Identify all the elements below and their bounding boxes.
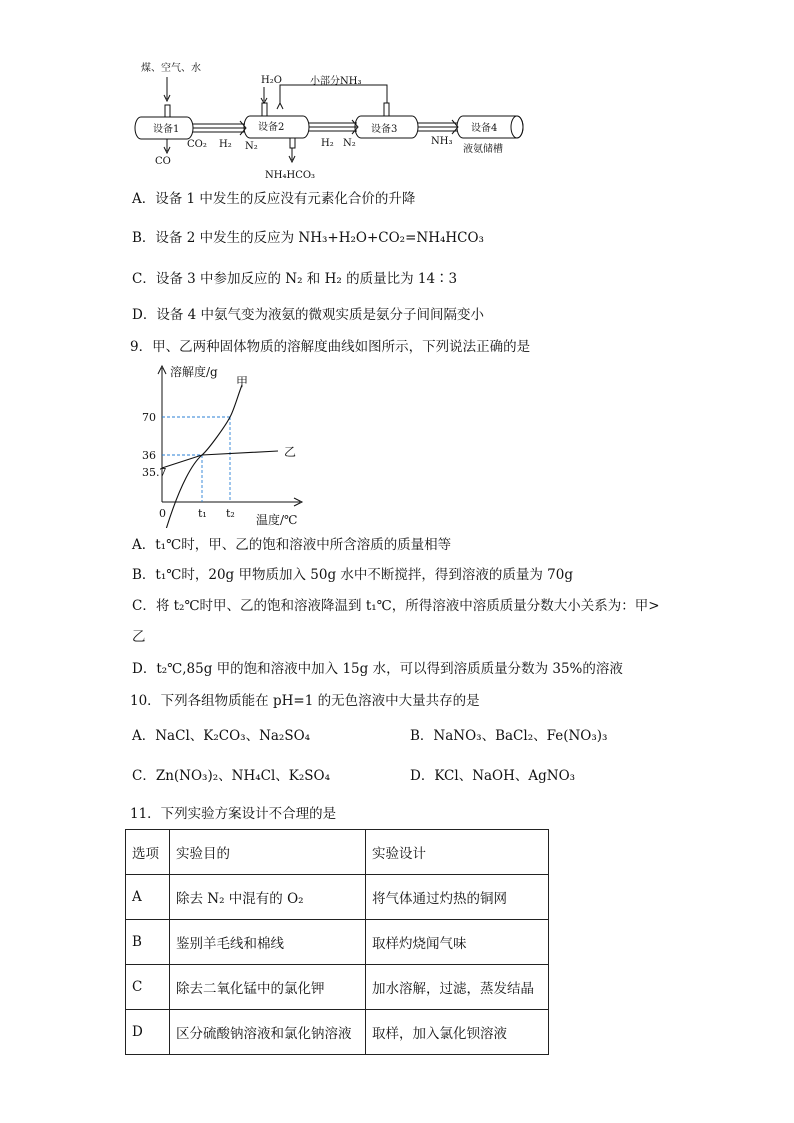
h2o-label: H₂O [261,75,282,86]
q9-option-b: B．t₁℃时，20g 甲物质加入 50g 水中不断搅拌，得到溶液的质量为 70g [132,567,573,583]
table-cell: 加水溶解，过滤，蒸发结晶 [366,965,549,1010]
q10-option-c: C．Zn(NO₃)₂、NH₄Cl、K₂SO₄ [132,768,331,784]
device1-label: 设备1 [153,124,180,135]
table-cell: 取样，加入氯化钡溶液 [366,1010,549,1055]
q8-option-b-equation: NH₃+H₂O+CO₂=NH₄HCO₃ [298,230,484,246]
q10-option-a: A．NaCl、K₂CO₃、Na₂SO₄ [132,728,311,744]
table-row [126,965,549,1010]
q8-option-a: A．设备 1 中发生的反应没有元素化合价的升降 [132,191,416,207]
y-tick-label: 70 [142,411,156,424]
q9-option-d: D．t₂℃,85g 甲的饱和溶液中加入 15g 水，可以得到溶质质量分数为 35%的溶液 [132,661,623,677]
q9-option-c-line2: 乙 [132,629,146,645]
device2-outlet [290,138,295,148]
table-cell: 取样灼烧闻气味 [366,920,549,965]
device2-label: 设备2 [258,122,285,133]
table-row [126,1010,549,1055]
table-row [126,920,549,965]
table-header-row [126,830,549,875]
q8-option-b [132,229,484,247]
h2-label-1: H₂ [219,139,232,150]
n2-label-2: N₂ [343,138,356,149]
series-yi-line [162,451,278,468]
table-row [126,875,549,920]
tank-label: 液氨储槽 [463,144,503,155]
table-cell: 将气体通过灼热的铜网 [366,875,549,920]
experiment-table [125,829,549,1055]
table-cell: D [126,1010,170,1055]
table-cell: 除去二氧化锰中的氯化钾 [170,965,366,1010]
device1-inlet [165,105,170,117]
y-axis-label: 溶解度/g [170,365,218,379]
nh4hco3-label: NH₄HCO₃ [265,170,316,181]
q9-option-a: A．t₁℃时，甲、乙的饱和溶液中所含溶质的质量相等 [132,537,452,553]
x-tick-label: t₁ [198,507,207,520]
nh3-label: NH₃ [431,136,453,147]
q9-stem: 9．甲、乙两种固体物质的溶解度曲线如图所示，下列说法正确的是 [130,339,531,355]
series-yi-label: 乙 [284,445,297,459]
co2-label: CO₂ [187,139,207,150]
device3-outlet [384,103,389,116]
input-label: 煤、空气、水 [141,63,201,74]
table-cell: B [126,920,170,965]
q10-option-b: B．NaNO₃、BaCl₂、Fe(NO₃)₃ [410,728,608,744]
q10-option-d: D．KCl、NaOH、AgNO₃ [410,768,576,784]
x-tick-label: t₂ [226,507,235,520]
table-header-cell: 选项 [126,830,170,875]
y-tick-label: 35.7 [142,466,167,479]
device4-label: 设备4 [471,123,498,134]
q8-option-d: D．设备 4 中氨气变为液氨的微观实质是氨分子间间隔变小 [132,307,484,323]
table-cell: C [126,965,170,1010]
recycle-label: 小部分NH₃ [310,76,362,87]
y-tick-label: 36 [142,449,156,462]
q10-stem: 10．下列各组物质能在 pH=1 的无色溶液中大量共存的是 [130,693,480,709]
table-cell: 除去 N₂ 中混有的 O₂ [170,875,366,920]
table-cell: A [126,875,170,920]
q8-option-c: C．设备 3 中参加反应的 N₂ 和 H₂ 的质量比为 14∶3 [132,271,458,287]
device3-label: 设备3 [371,124,398,135]
table-cell: 区分硫酸钠溶液和氯化钠溶液 [170,1010,366,1055]
table-header-cell: 实验目的 [170,830,366,875]
series-jia-label: 甲 [236,375,249,389]
table-cell: 鉴别羊毛线和棉线 [170,920,366,965]
q8-option-b-text: B．设备 2 中发生的反应为 [132,230,299,246]
table-header-cell: 实验设计 [366,830,549,875]
solubility-chart [140,360,315,528]
q9-option-c-line1: C．将 t₂℃时甲、乙的饱和溶液降温到 t₁℃，所得溶液中溶质质量分数大小关系为：甲> [132,598,660,614]
co-label: CO [155,156,171,167]
process-flow-diagram [125,55,545,185]
h2-label-2: H₂ [321,138,334,149]
x-axis-label: 温度/℃ [256,513,298,527]
n2-label-1: N₂ [245,141,258,152]
q11-stem: 11．下列实验方案设计不合理的是 [130,806,337,822]
device2-inlet [262,103,267,116]
origin-label: 0 [159,507,166,520]
